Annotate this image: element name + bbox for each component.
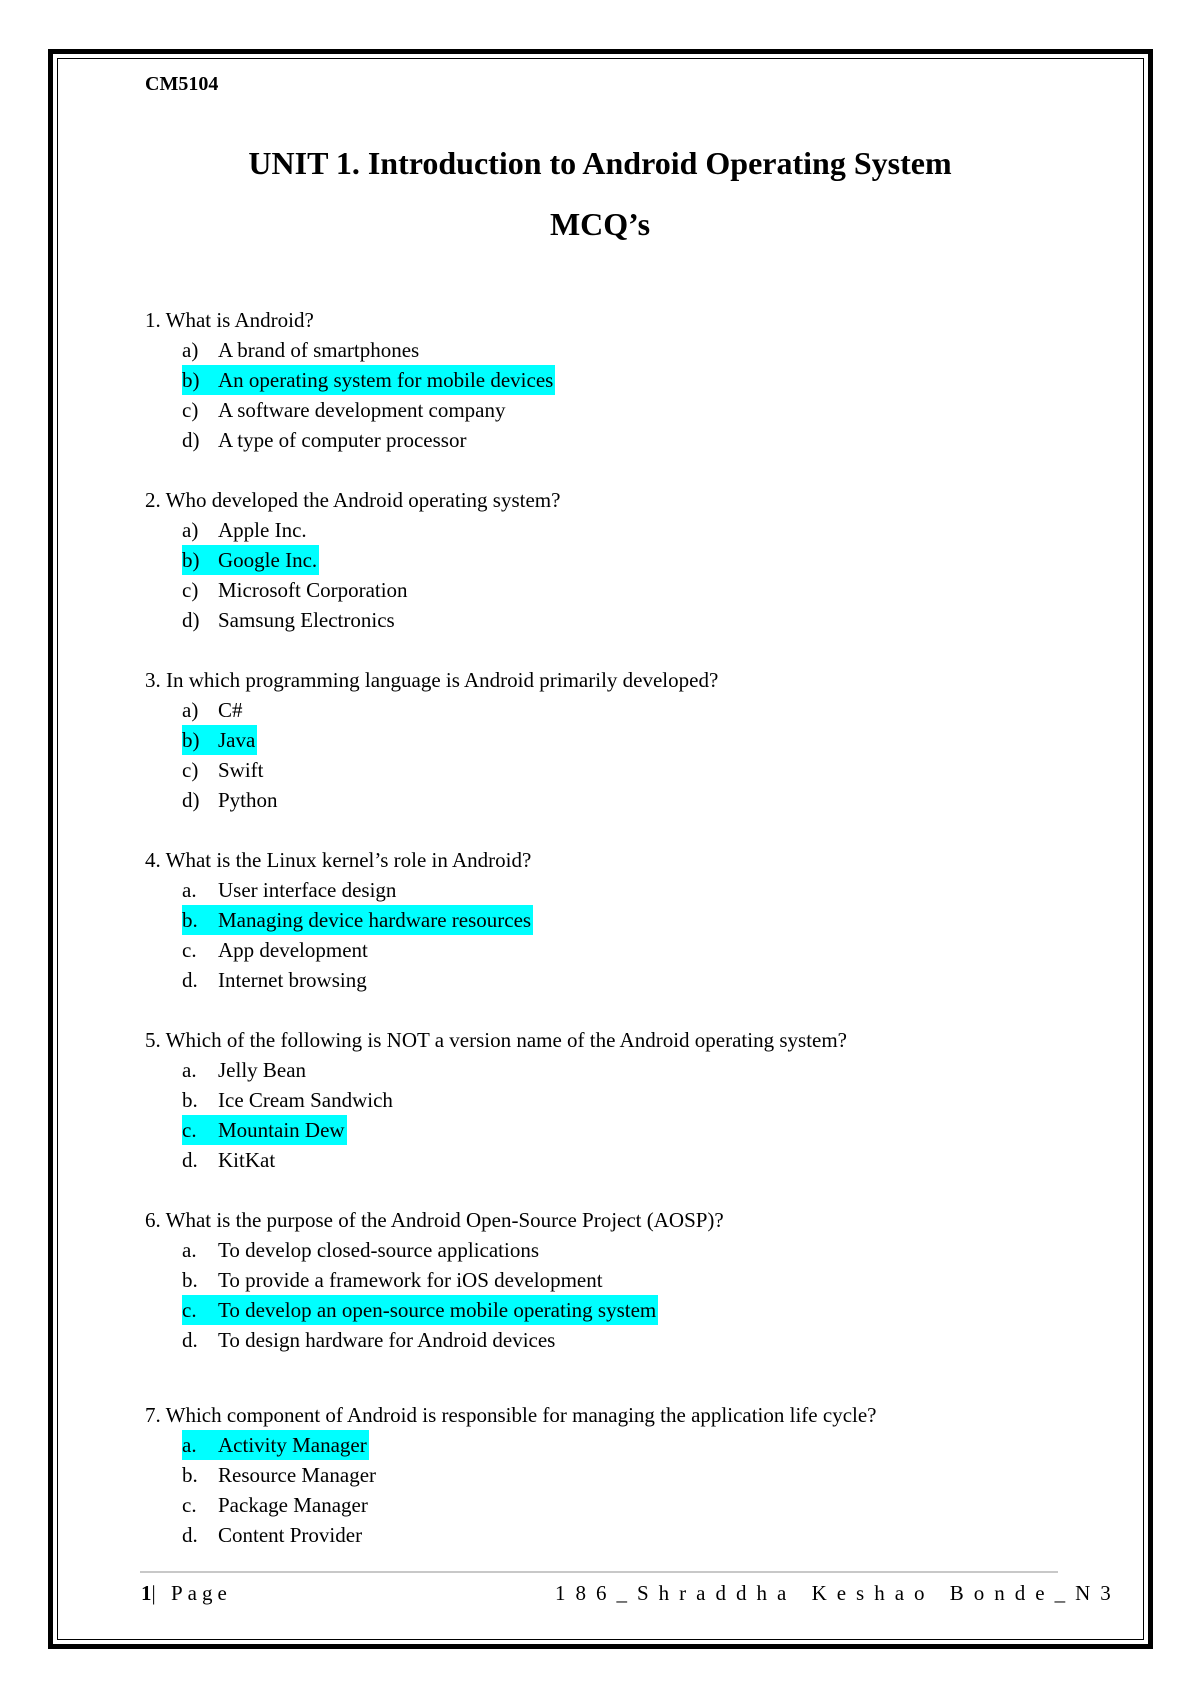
answer-option [145, 515, 1075, 545]
question-text: 6. What is the purpose of the Android Open-Source Project (AOSP)? [145, 1208, 724, 1232]
answer-option [145, 1265, 1075, 1295]
option-highlight [182, 965, 369, 995]
footer-page-number [141, 1581, 232, 1606]
question-text: 4. What is the Linux kernel’s role in Android? [145, 848, 532, 872]
answer-option-correct [145, 365, 1075, 395]
option-highlight [182, 1430, 369, 1460]
answer-option-correct [145, 725, 1075, 755]
answer-option-correct [145, 905, 1075, 935]
option-letter: b) [182, 548, 200, 572]
option-letter: c. [182, 938, 197, 962]
question-text: 7. Which component of Android is responsible for managing the application life cycle? [145, 1403, 877, 1427]
answer-option [145, 965, 1075, 995]
option-text: Resource Manager [218, 1463, 377, 1487]
question [145, 305, 1075, 455]
option-text: Managing device hardware resources [218, 908, 532, 932]
question-text: 1. What is Android? [145, 308, 314, 332]
option-highlight [182, 1325, 557, 1355]
option-letter: d. [182, 968, 198, 992]
option-highlight [182, 1520, 364, 1550]
option-highlight [182, 1295, 658, 1325]
option-text: Java [218, 728, 256, 752]
option-letter: a. [182, 878, 197, 902]
option-highlight [182, 545, 319, 575]
option-text: Jelly Bean [218, 1058, 307, 1082]
option-highlight [182, 1460, 378, 1490]
question [145, 665, 1075, 815]
answer-option-correct [145, 1115, 1075, 1145]
answer-option [145, 1235, 1075, 1265]
option-text: Package Manager [218, 1493, 368, 1517]
answer-option [145, 695, 1075, 725]
option-text: Mountain Dew [218, 1118, 345, 1142]
option-highlight [182, 1145, 277, 1175]
page-label: | Page [151, 1581, 232, 1605]
option-text: KitKat [218, 1148, 276, 1172]
option-text: Microsoft Corporation [218, 578, 408, 602]
question [145, 485, 1075, 635]
option-highlight [182, 695, 245, 725]
option-highlight [182, 1085, 395, 1115]
page-title: UNIT 1. Introduction to Android Operating System [248, 145, 952, 181]
question-text: 3. In which programming language is Android primarily developed? [145, 668, 719, 692]
question-text: 5. Which of the following is NOT a version name of the Android operating system? [145, 1028, 848, 1052]
option-text: Ice Cream Sandwich [218, 1088, 393, 1112]
option-text: Python [218, 788, 278, 812]
option-highlight [182, 785, 280, 815]
option-text: Apple Inc. [218, 518, 307, 542]
question [145, 845, 1075, 995]
option-text: An operating system for mobile devices [218, 368, 554, 392]
option-text: A software development company [218, 398, 506, 422]
question-list [145, 305, 1075, 1580]
option-highlight [182, 1490, 370, 1520]
page-subtitle: MCQ’s [549, 206, 651, 242]
answer-option [145, 785, 1075, 815]
question-text: 2. Who developed the Android operating system? [145, 488, 561, 512]
option-letter: c) [182, 758, 199, 782]
option-text: To provide a framework for iOS development [218, 1268, 603, 1292]
option-text: Activity Manager [218, 1433, 367, 1457]
option-letter: b. [182, 1268, 198, 1292]
answer-option [145, 935, 1075, 965]
option-letter: d. [182, 1148, 198, 1172]
option-text: Internet browsing [218, 968, 367, 992]
option-text: C# [218, 698, 243, 722]
answer-option [145, 425, 1075, 455]
option-text: User interface design [218, 878, 397, 902]
question [145, 1205, 1075, 1355]
option-highlight [182, 725, 257, 755]
course-code: CM5104 [145, 73, 219, 95]
option-highlight [182, 755, 266, 785]
option-letter: d) [182, 608, 200, 632]
option-letter: b. [182, 1463, 198, 1487]
answer-option [145, 875, 1075, 905]
answer-option [145, 1490, 1075, 1520]
option-letter: b) [182, 728, 200, 752]
option-letter: b. [182, 1088, 198, 1112]
option-letter: c) [182, 398, 199, 422]
option-text: To develop closed-source applications [218, 1238, 540, 1262]
option-text: Samsung Electronics [218, 608, 395, 632]
answer-option [145, 755, 1075, 785]
footer-divider [140, 1571, 1058, 1573]
option-highlight [182, 605, 397, 635]
answer-option-correct [145, 1295, 1075, 1325]
option-highlight [182, 1055, 308, 1085]
option-highlight [182, 335, 421, 365]
answer-option [145, 335, 1075, 365]
option-letter: c) [182, 578, 199, 602]
option-highlight [182, 425, 468, 455]
option-letter: d. [182, 1328, 198, 1352]
option-letter: d) [182, 428, 200, 452]
option-highlight [182, 515, 309, 545]
option-letter: c. [182, 1493, 197, 1517]
option-letter: d. [182, 1523, 198, 1547]
option-text: A type of computer processor [218, 428, 467, 452]
option-highlight [182, 365, 555, 395]
footer-author: 186_Shraddha Keshao Bonde_N3 [555, 1581, 1121, 1605]
option-highlight [182, 1265, 605, 1295]
answer-option [145, 1460, 1075, 1490]
option-letter: b) [182, 368, 200, 392]
answer-option [145, 395, 1075, 425]
answer-option-correct [145, 545, 1075, 575]
option-highlight [182, 1115, 347, 1145]
answer-option [145, 1145, 1075, 1175]
answer-option [145, 1520, 1075, 1550]
option-letter: a) [182, 518, 199, 542]
option-text: A brand of smartphones [218, 338, 420, 362]
answer-option [145, 605, 1075, 635]
option-letter: c. [182, 1118, 197, 1142]
answer-option [145, 1055, 1075, 1085]
option-text: Content Provider [218, 1523, 363, 1547]
option-letter: a. [182, 1058, 197, 1082]
option-letter: a) [182, 338, 199, 362]
option-text: Google Inc. [218, 548, 318, 572]
question [145, 1025, 1075, 1175]
option-text: App development [218, 938, 368, 962]
answer-option [145, 1085, 1075, 1115]
option-text: To develop an open-source mobile operating system [218, 1298, 657, 1322]
question [145, 1400, 1075, 1550]
option-text: Swift [218, 758, 264, 782]
answer-option-correct [145, 1430, 1075, 1460]
answer-option [145, 1325, 1075, 1355]
option-letter: c. [182, 1298, 197, 1322]
answer-option [145, 575, 1075, 605]
option-highlight [182, 875, 398, 905]
option-highlight [182, 935, 370, 965]
option-highlight [182, 395, 508, 425]
option-highlight [182, 575, 410, 605]
option-highlight [182, 905, 533, 935]
option-letter: a) [182, 698, 199, 722]
option-highlight [182, 1235, 541, 1265]
option-text: To design hardware for Android devices [218, 1328, 556, 1352]
option-letter: d) [182, 788, 200, 812]
option-letter: a. [182, 1433, 197, 1457]
option-letter: b. [182, 908, 198, 932]
page-number: 1 [141, 1581, 152, 1605]
option-letter: a. [182, 1238, 197, 1262]
